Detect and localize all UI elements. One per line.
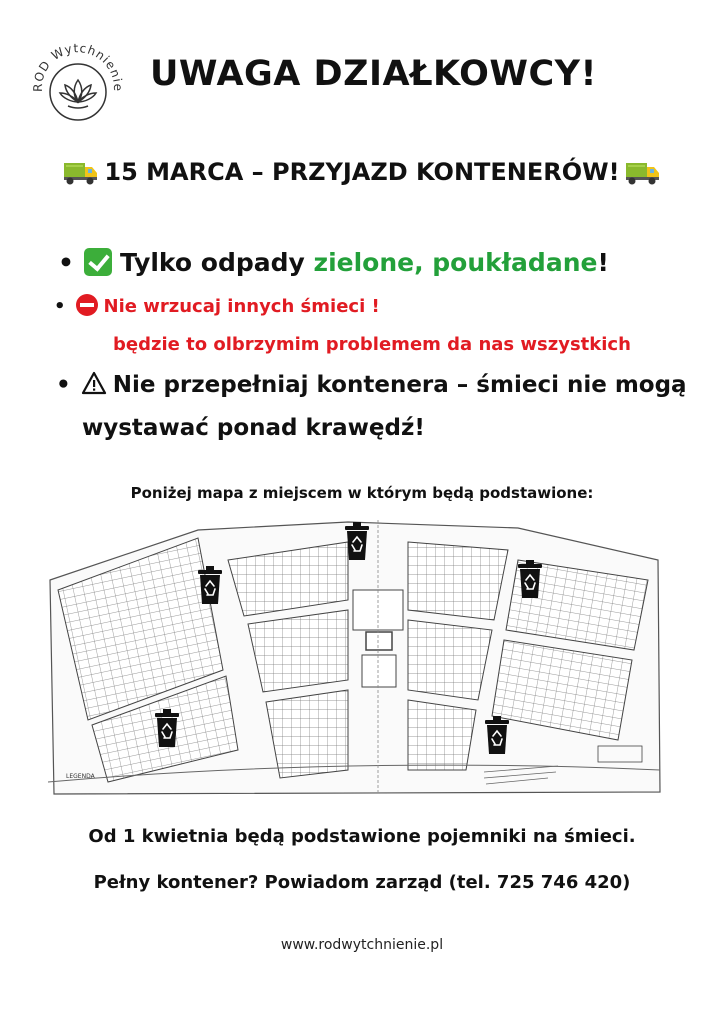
bullet: • (56, 372, 71, 398)
rule-no-other-waste (54, 294, 380, 317)
svg-text:ROD Wytchnienie (31, 41, 125, 92)
lotus-icon (60, 80, 96, 108)
rule2-line2: będzie to olbrzymim problemem da nas wszystkich (113, 334, 631, 355)
rule-no-overfill (56, 371, 687, 398)
page-title: UWAGA DZIAŁKOWCY! (150, 54, 597, 94)
no-entry-icon (76, 294, 98, 316)
warning-icon (81, 371, 107, 395)
announcement-text: 15 MARCA – PRZYJAZD KONTENERÓW! (104, 158, 620, 186)
bullet: • (54, 296, 66, 317)
rule1-highlight: zielone, poukładane (313, 248, 598, 277)
allotment-map (48, 520, 664, 800)
rule3-line2: wystawać ponad krawędź! (82, 415, 425, 441)
truck-icon (64, 161, 98, 185)
rule2-line1: Nie wrzucaj innych śmieci ! (103, 296, 380, 317)
rule-green-waste (58, 248, 609, 277)
info-line-2: Pełny kontener? Powiadom zarząd (tel. 725 746 420) (93, 872, 631, 893)
rule1-end: ! (597, 248, 609, 277)
bullet: • (58, 248, 74, 277)
check-mark-icon (84, 248, 112, 276)
info-line-1: Od 1 kwietnia będą podstawione pojemniki na śmieci. (88, 826, 636, 847)
map-legend-label: LEGENDA (66, 773, 95, 780)
logo (30, 38, 126, 134)
truck-icon (626, 161, 660, 185)
rule3-line1: Nie przepełniaj kontenera – śmieci nie mogą (112, 372, 687, 398)
logo-text: ROD Wytchnienie (30, 41, 126, 93)
rule1-text: Tylko odpady (119, 248, 314, 277)
map-caption: Poniżej mapa z miejscem w którym będą podstawione: (130, 484, 594, 502)
website-link[interactable]: www.rodwytchnienie.pl (280, 937, 444, 953)
announcement-line (0, 158, 724, 186)
